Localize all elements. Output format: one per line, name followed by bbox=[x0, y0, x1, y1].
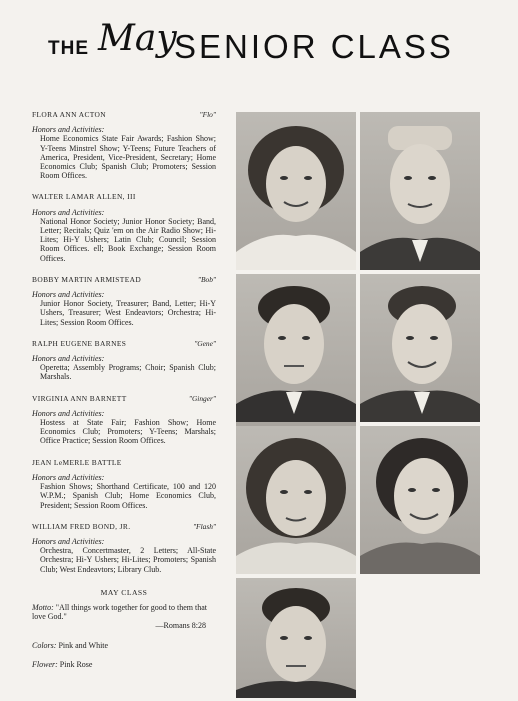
honors-label: Honors and Activities: bbox=[32, 472, 105, 482]
senior-name: VIRGINIA ANN BARNETT bbox=[32, 393, 127, 403]
flower-value: Pink Rose bbox=[59, 659, 93, 669]
senior-nickname: "Bob" bbox=[197, 274, 216, 284]
class-flower bbox=[32, 660, 216, 669]
activities-text: Fashion Shows; Shorthand Certificate, 100 and 120 W.P.M.; Spanish Club; Home Economics Club, President; Session Room Offices. bbox=[40, 482, 216, 510]
senior-entry bbox=[32, 522, 216, 574]
senior-name: WILLIAM FRED BOND, JR. bbox=[32, 521, 131, 531]
activities-text: Orchestra, Concertmaster, 2 Letters; All-State Orchestra; Hi-Y Ushers; Hi-Lites; Promoters; Spanish Club; West Endeavtors; Library Club. bbox=[40, 546, 216, 574]
header-may-script: May bbox=[98, 18, 177, 59]
class-motto bbox=[32, 603, 216, 621]
portrait-photo bbox=[236, 112, 356, 270]
motto-citation: —Romans 8:28 bbox=[155, 621, 206, 631]
portrait-boy-wavy-hair-bottom bbox=[236, 578, 356, 698]
portrait-photo bbox=[236, 426, 356, 574]
portrait-girl-curly-hair bbox=[236, 112, 356, 270]
header-the: THE bbox=[48, 38, 89, 59]
portrait-boy-flat-top bbox=[360, 112, 480, 270]
senior-name: RALPH EUGENE BARNES bbox=[32, 338, 127, 348]
senior-entry bbox=[32, 339, 216, 382]
name-row bbox=[32, 522, 216, 531]
senior-name: FLORA ANN ACTON bbox=[32, 110, 107, 119]
activities-text: Junior Honor Society, Treasurer; Band, Letter; Hi-Y Ushers, Treasurer; West Endeavtors; Orchestra; Hi-Lites; Session Room Offices. bbox=[40, 299, 216, 327]
honors-label: Honors and Activities: bbox=[32, 207, 105, 217]
senior-name: JEAN LeMERLE BATTLE bbox=[32, 457, 122, 467]
name-row bbox=[32, 394, 216, 403]
senior-entry bbox=[32, 458, 216, 510]
colors-value: Pink and White bbox=[58, 640, 109, 650]
activities-text: Operetta; Assembly Programs; Choir; Spanish Club; Marshals. bbox=[40, 363, 216, 382]
senior-entry bbox=[32, 394, 216, 446]
name-row bbox=[32, 110, 216, 119]
honors-label: Honors and Activities: bbox=[32, 536, 105, 546]
flower-label: Flower: bbox=[32, 659, 58, 669]
biography-column bbox=[32, 110, 216, 669]
name-row bbox=[32, 192, 216, 201]
class-colors bbox=[32, 641, 216, 650]
may-class-title: MAY CLASS bbox=[100, 587, 148, 597]
honors-label: Honors and Activities: bbox=[32, 125, 105, 135]
honors-label: Honors and Activities: bbox=[32, 290, 105, 300]
senior-entry bbox=[32, 275, 216, 327]
portrait-boy-wavy-hair bbox=[236, 274, 356, 422]
activities-text: National Honor Society; Junior Honor Society; Band, Letter; Recitals; Quiz 'em on the Air Radio Show; Hi-Lites; Hi-Y Ushers; Latin Club; Council; Session Room Offices. ell; Book Exchange; Session Room Offices. bbox=[40, 216, 216, 263]
portrait-photo bbox=[236, 274, 356, 432]
portrait-girl-smiling bbox=[360, 426, 480, 574]
senior-name: WALTER LAMAR ALLEN, III bbox=[32, 192, 136, 202]
portrait-photo bbox=[360, 426, 480, 574]
header-senior-class: SENIOR CLASS bbox=[174, 28, 454, 65]
senior-nickname: "Gene" bbox=[194, 338, 216, 348]
name-row bbox=[32, 275, 216, 284]
senior-nickname: "Flash" bbox=[192, 521, 216, 531]
senior-entry bbox=[32, 110, 216, 180]
portrait-photo bbox=[360, 112, 480, 270]
senior-entry bbox=[32, 192, 216, 262]
portrait-photo bbox=[236, 578, 356, 698]
colors-label: Colors: bbox=[32, 640, 57, 650]
motto-label: Motto: bbox=[32, 602, 54, 612]
portrait-boy-smiling bbox=[360, 274, 480, 422]
name-row bbox=[32, 458, 216, 467]
honors-label: Honors and Activities: bbox=[32, 408, 105, 418]
activities-text: Home Economics State Fair Awards; Fashion Show; Y-Teens Minstrel Show; Y-Teens; Future Teachers of America, President, Vice-President, Secretary; Home Economics Club; Spanish Club; Promoters; Session Room Offices. bbox=[40, 134, 216, 181]
honors-label: Honors and Activities: bbox=[32, 354, 105, 364]
activities-text: Hostess at State Fair; Fashion Show; Home Economics Club; Promoters; Y-Teens; Marshals; Office Practice; Session Room Offices. bbox=[40, 418, 216, 446]
senior-name: BOBBY MARTIN ARMISTEAD bbox=[32, 274, 142, 284]
portrait-photo bbox=[360, 274, 480, 422]
portrait-girl-curls bbox=[236, 426, 356, 574]
senior-nickname: "Flo" bbox=[199, 110, 216, 119]
page-header bbox=[0, 18, 518, 70]
name-row bbox=[32, 339, 216, 348]
senior-nickname: "Ginger" bbox=[188, 393, 216, 403]
motto-text: "All things work together for good to them that love God." bbox=[32, 602, 208, 622]
